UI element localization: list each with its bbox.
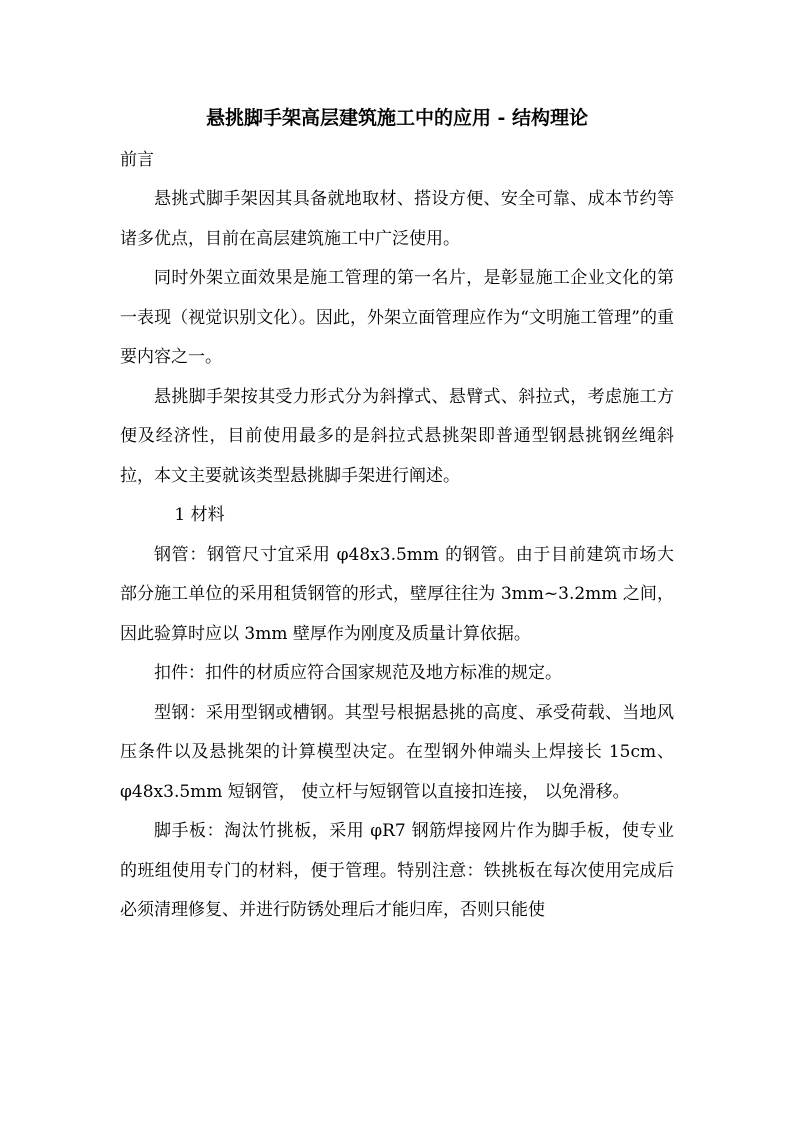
paragraph-types: 悬挑脚手架按其受力形式分为斜撑式、悬臂式、斜拉式，考虑施工方便及经济性，目前使用最多的是斜拉式悬挑架即普通型钢悬挑钢丝绳斜拉，本文主要就该类型悬挑脚手架进行阐述。: [120, 386, 674, 486]
paragraph-scaffold-board: 脚手板：淘汰竹挑板，采用 φR7 钢筋焊接网片作为脚手板，使专业的班组使用专门的材料，便于管理。特别注意：铁挑板在每次使用完成后必须清理修复、并进行防锈处理后才能归库，否则只能使: [120, 821, 674, 920]
paragraph-steel-pipe: 钢管：钢管尺寸宜采用 φ48x3.5mm 的钢管。由于目前建筑市场大部分施工单位的采用租赁钢管的形式，壁厚往往为 3mm~3.2mm 之间，因此验算时应以 3mm 壁厚作为刚度及质量计算依据。: [120, 544, 674, 644]
section-heading-materials: 1 材料: [174, 505, 225, 525]
paragraph-fastener: 扣件：扣件的材质应符合国家规范及地方标准的规定。: [154, 663, 562, 683]
paragraph-intro: 悬挑式脚手架因其具备就地取材、搭设方便、安全可靠、成本节约等诸多优点，目前在高层建筑施工中广泛使用。: [120, 189, 674, 249]
paragraph-section-steel: 型钢：采用型钢或槽钢。其型号根据悬挑的高度、承受荷载、当地风压条件以及悬挑架的计算模型决定。在型钢外伸端头上焊接长 15cm、φ48x3.5mm 短钢管， 使立杆与短钢管以直接扣连接， 以免滑移。: [120, 702, 674, 802]
document-body: [120, 180, 674, 931]
document-title: 悬挑脚手架高层建筑施工中的应用 - 结构理论: [205, 107, 589, 129]
preface-heading: 前言: [120, 150, 154, 170]
paragraph-facade: 同时外架立面效果是施工管理的第一名片，是彰显施工企业文化的第一表现（视觉识别文化）。因此，外架立面管理应作为“文明施工管理”的重要内容之一。: [120, 268, 674, 367]
